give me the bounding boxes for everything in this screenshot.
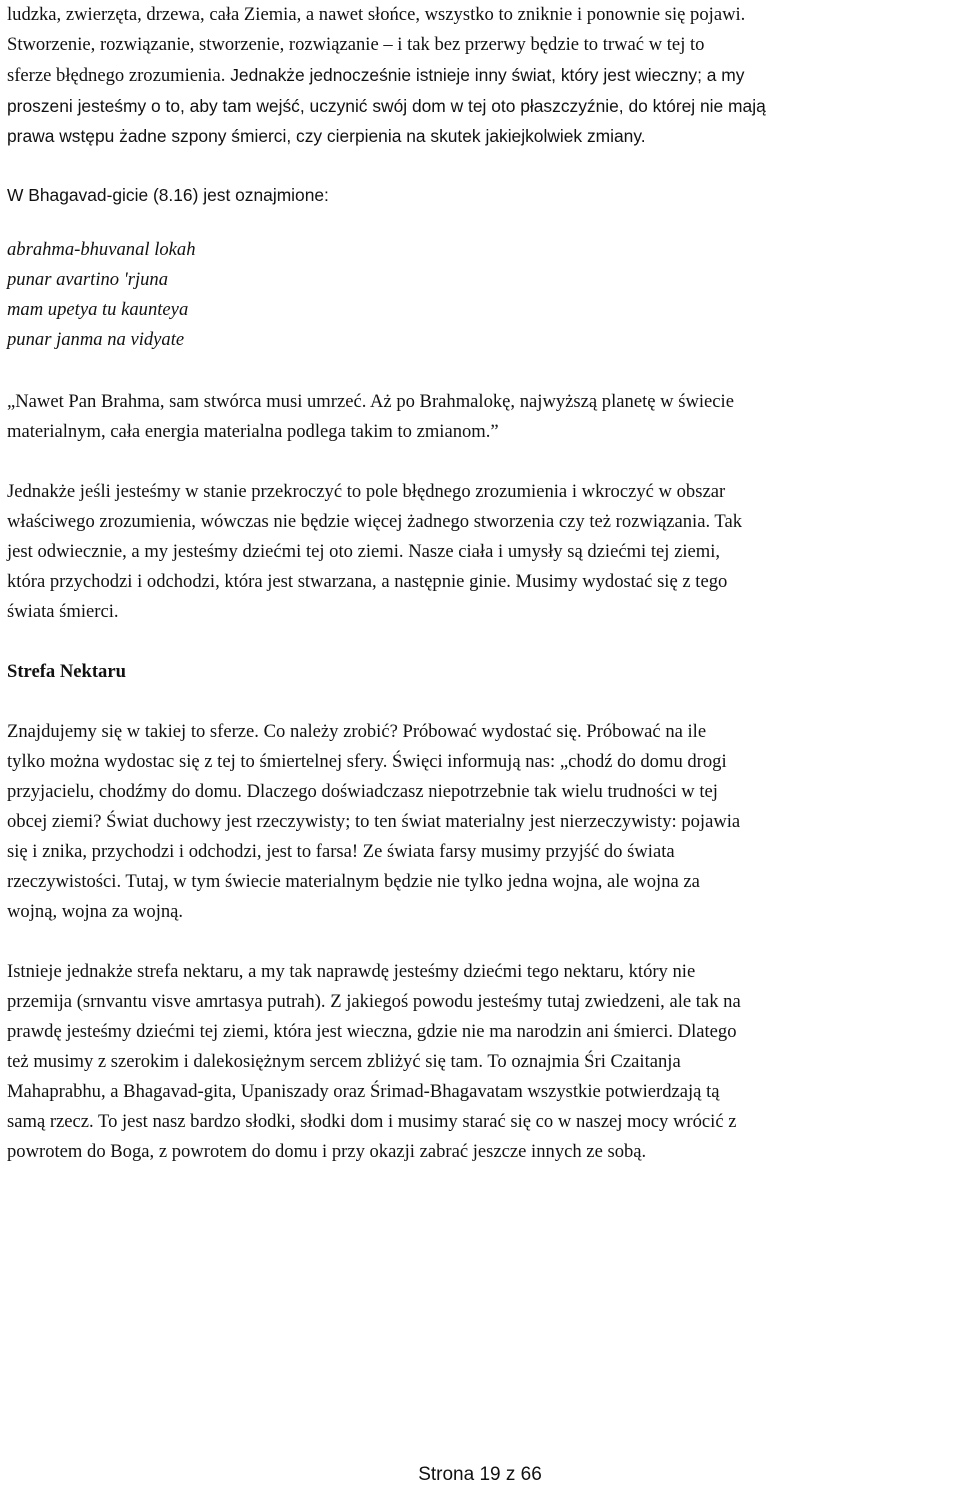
paragraph-line: Stworzenie, rozwiązanie, stworzenie, rozwiązanie – i tak bez przerwy będzie to trwać w tej to <box>7 34 705 55</box>
page-number-footer: Strona 19 z 66 <box>418 1464 542 1485</box>
paragraph-line: prawa wstępu żadne szpony śmierci, czy cierpienia na skutek jakiejkolwiek zmiany. <box>7 126 646 146</box>
paragraph-line: też musimy z szerokim i dalekosiężnym sercem zbliżyć się tam. To oznajmia Śri Czaitanja <box>7 1051 681 1072</box>
paragraph-line: się i znika, przychodzi i odchodzi, jest to farsa! Ze świata farsy musimy przyjść do świata <box>7 841 675 862</box>
paragraph-line: Mahaprabhu, a Bhagavad-gita, Upaniszady oraz Śrimad-Bhagavatam wszystkie potwierdzają tą <box>7 1081 720 1102</box>
translation-quote <box>7 387 957 447</box>
paragraph-line: proszeni jesteśmy o to, aby tam wejść, uczynić swój dom w tej oto płaszczyźnie, do której nie mają <box>7 96 766 116</box>
paragraph-line: Znajdujemy się w takiej to sferze. Co należy zrobić? Próbować wydostać się. Próbować na ile <box>7 721 707 742</box>
paragraph-line: ludzka, zwierzęta, drzewa, cała Ziemia, a nawet słońce, wszystko to zniknie i ponownie się pojawi. <box>7 4 746 25</box>
paragraph-fragment: sferze błędnego zrozumienia. <box>7 65 226 86</box>
paragraph-line: przyjacielu, chodźmy do domu. Dlaczego doświadczasz niepotrzebnie tak wielu trudności w tej <box>7 781 718 802</box>
intro-line: W Bhagavad-gicie (8.16) jest oznajmione: <box>7 185 329 205</box>
quote-line: materialnym, cała energia materialna podlega takim to zmianom.” <box>7 421 499 442</box>
paragraph-line: przemija (srnvantu visve amrtasya putrah). Z jakiegoś powodu jesteśmy tutaj zwiedzeni, ale tak na <box>7 991 741 1012</box>
verse-line: punar avartino 'rjuna <box>7 269 168 290</box>
paragraph-line: rzeczywistości. Tutaj, w tym świecie materialnym będzie nie tylko jedna wojna, ale wojna za <box>7 871 700 892</box>
paragraph-line: prawdę jesteśmy dziećmi tej ziemi, która jest wieczna, gdzie nie ma narodzin ani śmierci. Dlatego <box>7 1021 737 1042</box>
paragraph-line: świata śmierci. <box>7 601 119 622</box>
paragraph-line: obcej ziemi? Świat duchowy jest rzeczywisty; to ten świat materialny jest nierzeczywisty: pojawia <box>7 811 741 832</box>
paragraph-line: samą rzecz. To jest nasz bardzo słodki, słodki dom i musimy starać się co w naszej mocy wrócić z <box>7 1111 737 1132</box>
paragraph-line: jest odwiecznie, a my jesteśmy dziećmi tej oto ziemi. Nasze ciała i umysły są dziećmi tej ziemi, <box>7 541 721 562</box>
paragraph-line: Jednakże jeśli jesteśmy w stanie przekroczyć to pole błędnego zrozumienia i wkroczyć w obszar <box>7 481 726 502</box>
paragraph-line: powrotem do Boga, z powrotem do domu i przy okazji zabrać jeszcze innych ze sobą. <box>7 1141 647 1162</box>
paragraph-3 <box>7 717 957 927</box>
paragraph-line: tylko można wydostac się z tej to śmiertelnej sfery. Święci informują nas: „chodź do domu drogi <box>7 751 727 772</box>
paragraph-line: która przychodzi i odchodzi, która jest stwarzana, a następnie ginie. Musimy wydostać się z tego <box>7 571 728 592</box>
paragraph-fragment-sans: Jednakże jednocześnie istnieje inny świat, który jest wieczny; a my <box>225 65 745 85</box>
verse-line: punar janma na vidyate <box>7 329 185 350</box>
paragraph-line: wojną, wojna za wojną. <box>7 901 184 922</box>
verse-line: abrahma-bhuvanal lokah <box>7 239 196 260</box>
paragraph-line: Istnieje jednakże strefa nektaru, a my tak naprawdę jesteśmy dziećmi tego nektaru, który nie <box>7 961 696 982</box>
verse-block <box>7 235 957 355</box>
section-heading: Strefa Nektaru <box>7 661 126 682</box>
paragraph-2 <box>7 477 957 627</box>
verse-line: mam upetya tu kaunteya <box>7 299 189 320</box>
quote-line: „Nawet Pan Brahma, sam stwórca musi umrzeć. Aż po Brahmalokę, najwyższą planetę w świecie <box>7 391 734 412</box>
paragraph-top <box>7 0 957 151</box>
paragraph-line <box>7 60 957 91</box>
paragraph-4 <box>7 957 957 1167</box>
paragraph-line: właściwego zrozumienia, wówczas nie będzie więcej żadnego stworzenia czy też rozwiązania. Tak <box>7 511 743 532</box>
